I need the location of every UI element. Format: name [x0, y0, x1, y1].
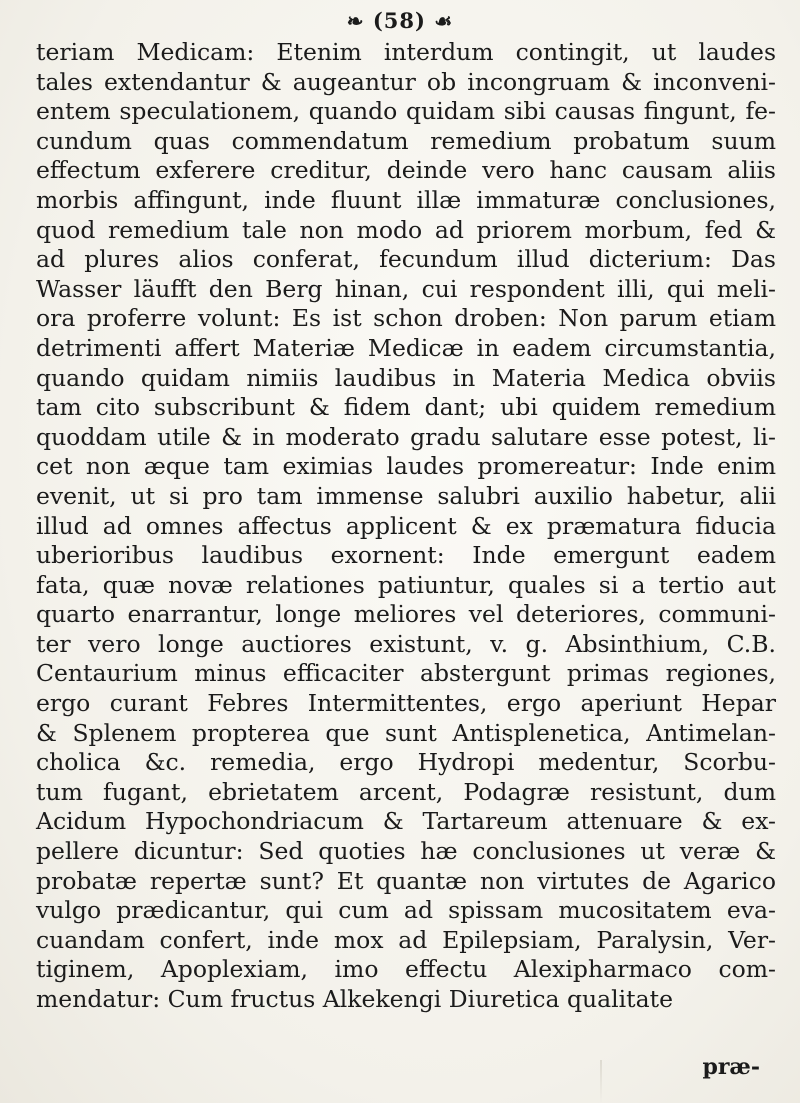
text-line: teriam Medicam: Etenim interdum contingit, ut laudes	[36, 38, 776, 66]
text-line: cholica &c. remedia, ergo Hydropi medentur, Scorbu-	[36, 748, 776, 777]
text-line: cuandam confert, inde mox ad Epilepsiam, Paralysin, Ver-	[36, 925, 776, 954]
text-line: illud ad omnes affectus applicent & ex præmatura fiducia	[36, 511, 776, 540]
text-line: Acidum Hypochondriacum & Tartareum attenuare & ex-	[36, 807, 776, 836]
text-line: quarto enarrantur, longe meliores vel deteriores, communi-	[36, 600, 776, 629]
text-line: uberioribus laudibus exornent: Inde emergunt eadem	[36, 541, 776, 570]
text-line: Wasser läufft den Berg hinan, cui respondent illi, qui meli-	[36, 274, 776, 303]
body-text	[36, 38, 776, 1015]
page-header	[0, 8, 800, 33]
text-line: cundum quas commendatum remedium probatum suum	[36, 126, 776, 155]
text-line: effectum exferere creditur, deinde vero hanc causam aliis	[36, 156, 776, 185]
text-line: vulgo prædicantur, qui cum ad spissam mucositatem eva-	[36, 896, 776, 925]
text-line: quoddam utile & in moderato gradu salutare esse potest, li-	[36, 422, 776, 451]
text-line: ergo curant Febres Intermittentes, ergo aperiunt Hepar	[36, 689, 776, 718]
text-line: Centaurium minus efficaciter abstergunt primas regiones,	[36, 659, 776, 688]
text-line: ter vero longe auctiores existunt, v. g. Absinthium, C.B.	[36, 629, 776, 658]
text-line: tiginem, Apoplexiam, imo effectu Alexipharmaco com-	[36, 955, 776, 984]
page-number: (58)	[372, 8, 426, 33]
ornament-right: ☙	[434, 9, 454, 33]
text-line: tales extendantur & augeantur ob incongruam & inconveni-	[36, 67, 776, 96]
catchword: præ-	[702, 1054, 760, 1080]
text-line: quod remedium tale non modo ad priorem morbum, fed &	[36, 215, 776, 244]
text-line: cet non æque tam eximias laudes promereatur: Inde enim	[36, 452, 776, 481]
text-line: & Splenem propterea que sunt Antisplenetica, Antimelan-	[36, 718, 776, 747]
text-line: evenit, ut si pro tam immense salubri auxilio habetur, alii	[36, 481, 776, 510]
text-line: fata, quæ novæ relationes patiuntur, quales si a tertio aut	[36, 570, 776, 599]
text-line: ora proferre volunt: Es ist schon droben: Non parum etiam	[36, 304, 776, 333]
text-line: ad plures alios conferat, fecundum illud dicterium: Das	[36, 245, 776, 274]
text-line: quando quidam nimiis laudibus in Materia Medica obviis	[36, 363, 776, 392]
text-line: morbis affingunt, inde fluunt illæ immaturæ conclusiones,	[36, 185, 776, 214]
text-line: tam cito subscribunt & fidem dant; ubi quidem remedium	[36, 393, 776, 422]
text-line: mendatur: Cum fructus Alkekengi Diuretica qualitate	[36, 985, 673, 1013]
ornament-left: ❧	[346, 9, 365, 33]
text-line: tum fugant, ebrietatem arcent, Podagræ resistunt, dum	[36, 777, 776, 806]
page-fold-shadow	[600, 1060, 602, 1103]
text-line: probatæ repertæ sunt? Et quantæ non virtutes de Agarico	[36, 866, 776, 895]
text-line: detrimenti affert Materiæ Medicæ in eadem circumstantia,	[36, 333, 776, 362]
text-line: entem speculationem, quando quidam sibi causas fingunt, fe-	[36, 97, 776, 126]
text-line: pellere dicuntur: Sed quoties hæ conclusiones ut veræ &	[36, 837, 776, 866]
